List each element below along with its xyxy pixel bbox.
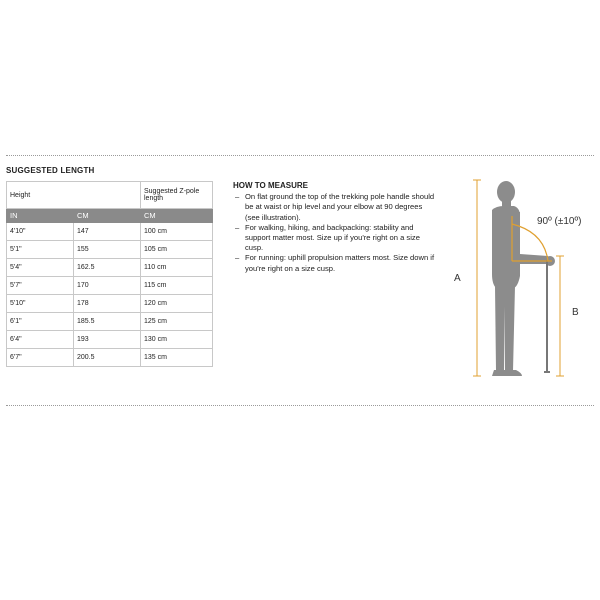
size-table: [6, 181, 213, 367]
person-with-pole-icon: [440, 176, 600, 382]
instruction-item: – For walking, hiking, and backpacking: stability and support matter most. Size up if you're right on a size cusp.: [233, 223, 438, 254]
label-a: A: [454, 273, 461, 284]
pole-length: 100 cm: [141, 223, 213, 241]
pole-length: 115 cm: [141, 277, 213, 295]
divider-bottom: [6, 405, 594, 406]
suggested-length-header: Suggested Z-pole length: [141, 182, 213, 209]
how-to-measure-list: [233, 192, 438, 274]
height-cm: 162.5: [74, 259, 141, 277]
height-cm: 147: [74, 223, 141, 241]
how-to-measure-title: HOW TO MEASURE: [233, 181, 308, 190]
height-cm: 185.5: [74, 313, 141, 331]
table-row: [7, 259, 213, 277]
section-title: SUGGESTED LENGTH: [6, 166, 95, 175]
instruction-item: – For running: uphill propulsion matters most. Size down if you're right on a size cusp.: [233, 253, 438, 273]
height-in: 6'1": [7, 313, 74, 331]
height-in: 5'7": [7, 277, 74, 295]
label-b: B: [572, 307, 579, 318]
pole-length: 125 cm: [141, 313, 213, 331]
pole-length: 110 cm: [141, 259, 213, 277]
table-units-row: [7, 209, 213, 223]
height-cm: 178: [74, 295, 141, 313]
height-in: 4'10": [7, 223, 74, 241]
height-in: 6'7": [7, 349, 74, 367]
how-to-measure: [233, 181, 438, 274]
height-cm: 170: [74, 277, 141, 295]
person-silhouette: [492, 181, 522, 376]
divider-top: [6, 155, 594, 156]
table-row: [7, 223, 213, 241]
pole-length: 130 cm: [141, 331, 213, 349]
table-row: [7, 313, 213, 331]
table-row: [7, 277, 213, 295]
col-in-header: IN: [7, 209, 74, 223]
angle-label: 90º (±10º): [537, 216, 582, 227]
height-in: 6'4": [7, 331, 74, 349]
height-cm: 193: [74, 331, 141, 349]
height-cm: 155: [74, 241, 141, 259]
height-in: 5'4": [7, 259, 74, 277]
table-row: [7, 331, 213, 349]
height-header: Height: [7, 182, 141, 209]
height-in: 5'1": [7, 241, 74, 259]
pole-length: 105 cm: [141, 241, 213, 259]
table-row: [7, 241, 213, 259]
table-row: [7, 295, 213, 313]
height-in: 5'10": [7, 295, 74, 313]
height-cm: 200.5: [74, 349, 141, 367]
table-row: [7, 349, 213, 367]
instruction-item: – On flat ground the top of the trekking pole handle should be at waist or hip level and your elbow at 90 degrees (see illustration).: [233, 192, 438, 223]
measurement-illustration: [440, 176, 600, 382]
pole-length: 135 cm: [141, 349, 213, 367]
pole-length: 120 cm: [141, 295, 213, 313]
col-cm-header: CM: [74, 209, 141, 223]
col-pole-cm-header: CM: [141, 209, 213, 223]
table-header-row: [7, 182, 213, 209]
